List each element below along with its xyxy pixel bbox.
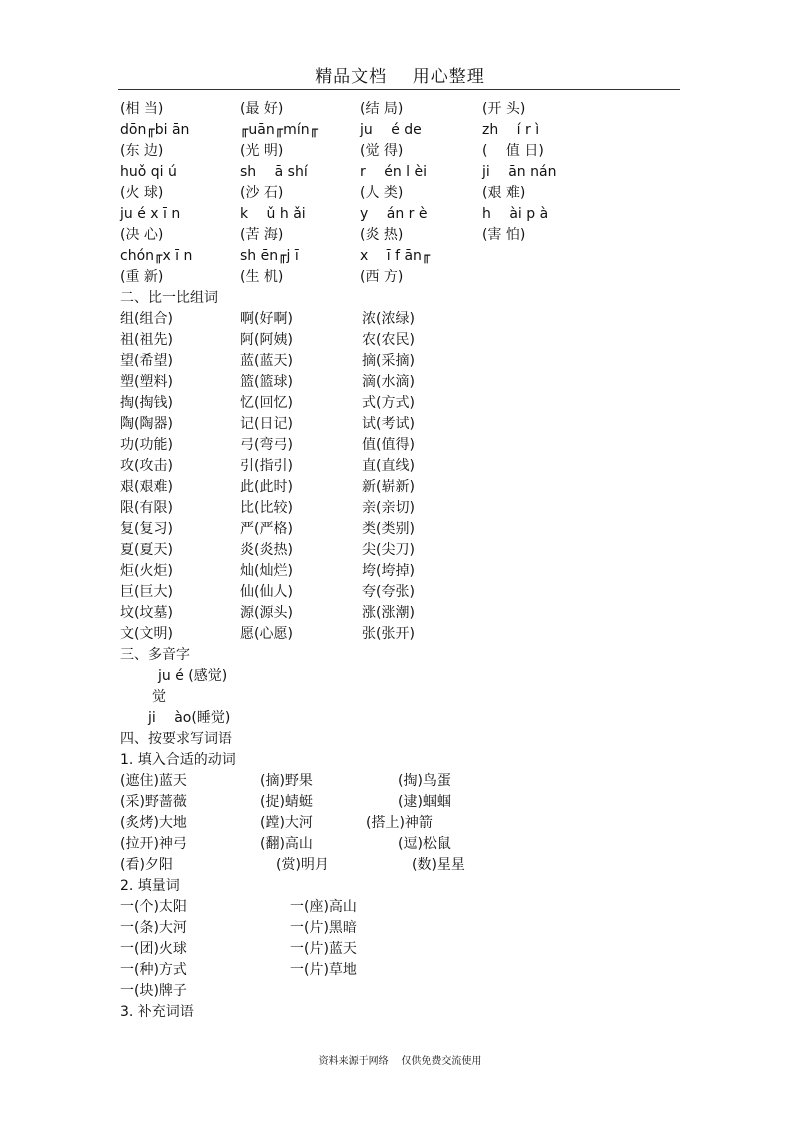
pinyin-row — [120, 141, 680, 162]
subheading-verbs-line — [120, 750, 680, 771]
compare-cell: 功(功能) — [120, 437, 173, 453]
compare-cell: 组(组合) — [120, 311, 173, 327]
compare-row — [120, 561, 680, 582]
section-heading-polyphone: 三、多音字 — [120, 647, 190, 663]
compare-cell: 涨(涨潮) — [362, 605, 415, 621]
verb-cell: (蹚)大河 — [260, 815, 313, 831]
pinyin-cell: (生 机) — [240, 269, 284, 285]
measure-row — [120, 897, 680, 918]
compare-row — [120, 519, 680, 540]
compare-cell: 源(源头) — [240, 605, 293, 621]
subheading-measure-line — [120, 876, 680, 897]
document-body — [120, 99, 680, 1023]
section-heading-polyphone-line — [120, 645, 680, 666]
compare-cell: 农(农民) — [362, 332, 415, 348]
compare-cell: 弓(弯弓) — [240, 437, 293, 453]
compare-cell: 式(方式) — [362, 395, 415, 411]
pinyin-cell: (炎 热) — [360, 227, 404, 243]
measure-row — [120, 960, 680, 981]
compare-cell: 值(值得) — [362, 437, 415, 453]
compare-cell: 望(希望) — [120, 353, 173, 369]
measure-cell: 一(片)蓝天 — [290, 941, 357, 957]
compare-cell: 艰(艰难) — [120, 479, 173, 495]
compare-cell: 新(崭新) — [362, 479, 415, 495]
verb-cell: (赏)明月 — [276, 857, 329, 873]
pinyin-row — [120, 120, 680, 141]
pinyin-row — [120, 204, 680, 225]
page-header-title: 精品文档 用心整理 — [315, 67, 485, 87]
pinyin-cell: (火 球) — [120, 185, 164, 201]
compare-cell: 摘(采摘) — [362, 353, 415, 369]
polyphone-reading-2: ji ào(睡觉) — [148, 710, 231, 726]
compare-row — [120, 603, 680, 624]
pinyin-cell: (沙 石) — [240, 185, 284, 201]
pinyin-row — [120, 183, 680, 204]
compare-cell: 记(日记) — [240, 416, 293, 432]
pinyin-cell: sh ēn╓j ī — [240, 248, 299, 264]
pinyin-cell: y án r è — [360, 206, 428, 222]
subheading-supplement-line — [120, 1002, 680, 1023]
compare-cell: 灿(灿烂) — [240, 563, 293, 579]
pinyin-cell: (结 局) — [360, 101, 404, 117]
verb-cell: (摘)野果 — [260, 773, 313, 789]
compare-cell: 蓝(蓝天) — [240, 353, 293, 369]
compare-cell: 夏(夏天) — [120, 542, 173, 558]
pinyin-cell: h ài p à — [482, 206, 549, 222]
section-heading-compare-line — [120, 288, 680, 309]
pinyin-cell: chón╓x ī n — [120, 248, 193, 264]
pinyin-row — [120, 99, 680, 120]
verb-cell: (翻)高山 — [260, 836, 313, 852]
pinyin-cell: r én l èi — [360, 164, 427, 180]
compare-cell: 严(严格) — [240, 521, 293, 537]
verb-cell: (数)星星 — [412, 857, 465, 873]
compare-cell: 阿(阿姨) — [240, 332, 293, 348]
pinyin-cell: huǒ qi ú — [120, 164, 177, 180]
verb-cell: (掏)鸟蛋 — [398, 773, 451, 789]
verb-cell: (拉开)神弓 — [120, 836, 187, 852]
compare-cell: 陶(陶器) — [120, 416, 173, 432]
verb-cell: (捉)蜻蜓 — [260, 794, 313, 810]
polyphone-line-1 — [120, 666, 680, 687]
pinyin-cell: zh í r ì — [482, 122, 540, 138]
verb-cell: (遮住)蓝天 — [120, 773, 187, 789]
pinyin-cell: ( 值 日) — [482, 143, 544, 159]
pinyin-cell: (开 头) — [482, 101, 526, 117]
compare-cell: 炬(火炬) — [120, 563, 173, 579]
measure-cell: 一(座)高山 — [290, 899, 357, 915]
compare-cell: 垮(垮掉) — [362, 563, 415, 579]
compare-cell: 祖(祖先) — [120, 332, 173, 348]
polyphone-character: 觉 — [152, 689, 166, 705]
compare-row — [120, 414, 680, 435]
compare-cell: 尖(尖刀) — [362, 542, 415, 558]
compare-cell: 直(直线) — [362, 458, 415, 474]
compare-row — [120, 393, 680, 414]
compare-cell: 类(类别) — [362, 521, 415, 537]
compare-cell: 比(比较) — [240, 500, 293, 516]
pinyin-cell: sh ā shí — [240, 164, 308, 180]
section-heading-write-line — [120, 729, 680, 750]
compare-cell: 夸(夸张) — [362, 584, 415, 600]
pinyin-cell: k ǔ h ǎi — [240, 206, 306, 222]
measure-cell: 一(片)黑暗 — [290, 920, 357, 936]
pinyin-row — [120, 246, 680, 267]
pinyin-cell: (重 新) — [120, 269, 164, 285]
compare-cell: 浓(浓绿) — [362, 311, 415, 327]
section-heading-compare: 二、比一比组词 — [120, 290, 218, 306]
compare-cell: 复(复习) — [120, 521, 173, 537]
pinyin-cell: dōn╓bi ān — [120, 122, 190, 138]
header-divider — [118, 89, 680, 90]
pinyin-cell: (决 心) — [120, 227, 164, 243]
measure-cell: 一(条)大河 — [120, 920, 187, 936]
measure-cell: 一(片)草地 — [290, 962, 357, 978]
verb-cell: (采)野蔷薇 — [120, 794, 187, 810]
pinyin-cell: (相 当) — [120, 101, 164, 117]
verb-row — [120, 792, 680, 813]
compare-cell: 巨(巨大) — [120, 584, 173, 600]
compare-row — [120, 498, 680, 519]
compare-row — [120, 540, 680, 561]
compare-cell: 张(张开) — [362, 626, 415, 642]
compare-cell: 忆(回忆) — [240, 395, 293, 411]
pinyin-cell: (最 好) — [240, 101, 284, 117]
compare-cell: 引(指引) — [240, 458, 293, 474]
pinyin-cell: (东 边) — [120, 143, 164, 159]
compare-row — [120, 582, 680, 603]
polyphone-reading-1: ju é (感觉) — [158, 668, 228, 684]
compare-cell: 滴(水滴) — [362, 374, 415, 390]
compare-cell: 塑(塑料) — [120, 374, 173, 390]
pinyin-cell: ju é x ī n — [120, 206, 181, 222]
pinyin-cell: ╓uān╓mín╓ — [240, 122, 319, 138]
compare-row — [120, 372, 680, 393]
measure-cell: 一(个)太阳 — [120, 899, 187, 915]
compare-cell: 篮(篮球) — [240, 374, 293, 390]
polyphone-char-line — [120, 687, 680, 708]
pinyin-cell: ju é de — [360, 122, 422, 138]
compare-cell: 限(有限) — [120, 500, 173, 516]
measure-cell: 一(种)方式 — [120, 962, 187, 978]
compare-cell: 啊(好啊) — [240, 311, 293, 327]
subheading-measure: 2. 填量词 — [120, 878, 180, 894]
compare-cell: 坟(坟墓) — [120, 605, 173, 621]
compare-cell: 试(考试) — [362, 416, 415, 432]
pinyin-cell: (光 明) — [240, 143, 284, 159]
verb-row — [120, 813, 680, 834]
measure-row — [120, 939, 680, 960]
compare-row — [120, 456, 680, 477]
subheading-supplement: 3. 补充词语 — [120, 1004, 194, 1020]
pinyin-cell: (苦 海) — [240, 227, 284, 243]
compare-row — [120, 330, 680, 351]
subheading-verbs: 1. 填入合适的动词 — [120, 752, 236, 768]
measure-cell: 一(块)牌子 — [120, 983, 187, 999]
verb-cell: (炙烤)大地 — [120, 815, 187, 831]
compare-cell: 仙(仙人) — [240, 584, 293, 600]
pinyin-cell: (艰 难) — [482, 185, 526, 201]
compare-cell: 攻(攻击) — [120, 458, 173, 474]
compare-cell: 文(文明) — [120, 626, 173, 642]
pinyin-row — [120, 267, 680, 288]
compare-row — [120, 624, 680, 645]
section-heading-write: 四、按要求写词语 — [120, 731, 232, 747]
verb-cell: (看)夕阳 — [120, 857, 173, 873]
verb-row — [120, 855, 680, 876]
measure-row — [120, 918, 680, 939]
page-footer: 资料来源于网络 仅供免费交流使用 — [318, 1056, 482, 1067]
compare-cell: 此(此时) — [240, 479, 293, 495]
compare-cell: 炎(炎热) — [240, 542, 293, 558]
pinyin-cell: (人 类) — [360, 185, 404, 201]
pinyin-cell: (觉 得) — [360, 143, 404, 159]
polyphone-line-2 — [120, 708, 680, 729]
compare-row — [120, 435, 680, 456]
measure-cell: 一(团)火球 — [120, 941, 187, 957]
compare-row — [120, 477, 680, 498]
measure-row — [120, 981, 680, 1002]
verb-row — [120, 834, 680, 855]
pinyin-cell: x ī f ān╓ — [360, 248, 431, 264]
compare-row — [120, 309, 680, 330]
pinyin-cell: (害 怕) — [482, 227, 526, 243]
compare-cell: 愿(心愿) — [240, 626, 293, 642]
pinyin-cell: (西 方) — [360, 269, 404, 285]
verb-cell: (逮)蝈蝈 — [398, 794, 451, 810]
compare-cell: 亲(亲切) — [362, 500, 415, 516]
verb-row — [120, 771, 680, 792]
verb-cell: (逗)松鼠 — [398, 836, 451, 852]
pinyin-row — [120, 162, 680, 183]
verb-cell: (搭上)神箭 — [366, 815, 433, 831]
compare-cell: 掏(掏钱) — [120, 395, 173, 411]
pinyin-row — [120, 225, 680, 246]
pinyin-cell: ji ān nán — [482, 164, 557, 180]
compare-row — [120, 351, 680, 372]
